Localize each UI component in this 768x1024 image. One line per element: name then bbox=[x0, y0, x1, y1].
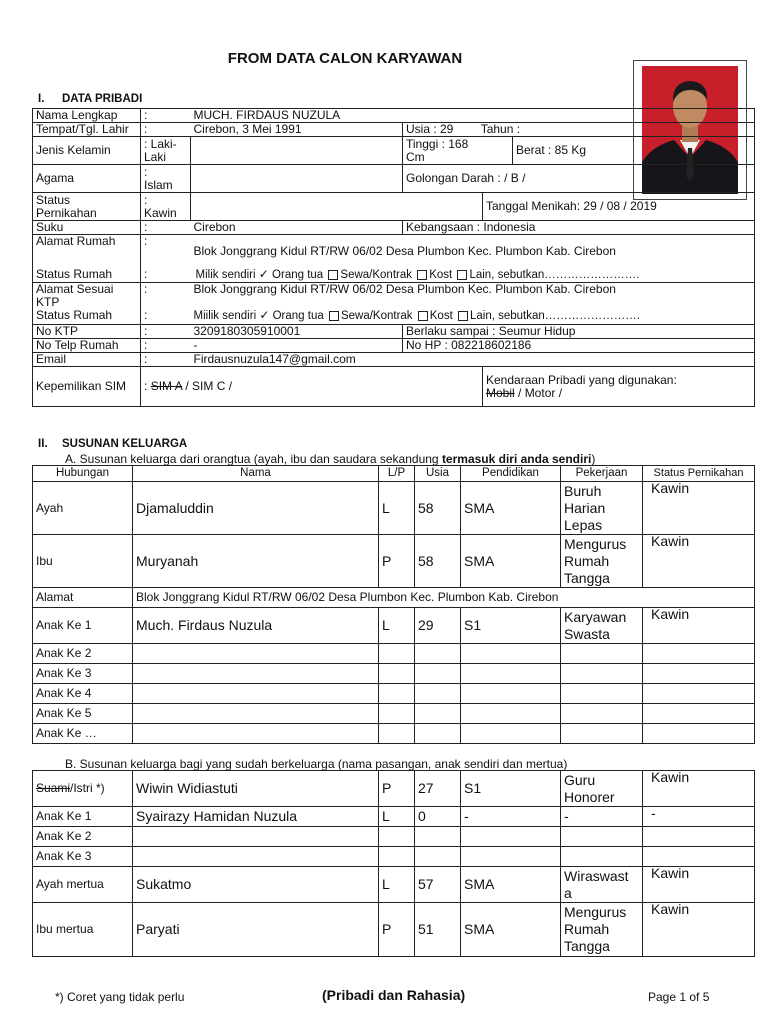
row-nama: Syairazy Hamidan Nuzula bbox=[133, 807, 379, 827]
agama-empty bbox=[191, 165, 403, 193]
telp-value: - bbox=[191, 339, 403, 353]
tinggi bbox=[403, 137, 513, 165]
agama-value bbox=[141, 165, 191, 193]
checkbox-icon bbox=[329, 311, 339, 321]
row-lp: L bbox=[379, 608, 415, 644]
status-label-line1: Status bbox=[36, 192, 71, 207]
row-pend: SMA bbox=[461, 535, 561, 588]
kerja-line: Buruh bbox=[564, 482, 602, 499]
agama-value-text: Islam bbox=[144, 177, 173, 192]
row-rel: Alamat bbox=[33, 588, 133, 608]
status-rumah-label: Status Rumah bbox=[36, 267, 113, 281]
status-nikah-value bbox=[141, 193, 191, 221]
kerja-line: Wiraswast bbox=[564, 867, 629, 884]
alamat-label: Alamat Rumah bbox=[36, 234, 116, 248]
row-status: Kawin bbox=[643, 903, 755, 957]
nama-value: MUCH. FIRDAUS NUZULA bbox=[191, 109, 755, 123]
colon: : bbox=[141, 123, 191, 137]
sim-c: / SIM C / bbox=[182, 379, 233, 393]
personal-data-table bbox=[32, 108, 755, 407]
header-hubungan: Hubungan bbox=[33, 466, 133, 482]
section-2a-caption bbox=[65, 452, 595, 466]
checkbox-icon bbox=[418, 311, 428, 321]
section-2-heading: SUSUNAN KELUARGA bbox=[62, 438, 188, 450]
row-nama: Muryanah bbox=[133, 535, 379, 588]
header-usia: Usia bbox=[415, 466, 461, 482]
row-rel: Ibu mertua bbox=[33, 903, 133, 957]
colon: : bbox=[141, 353, 191, 367]
row-rel: Ibu bbox=[33, 535, 133, 588]
row-status: Kawin bbox=[643, 771, 755, 807]
table-row bbox=[33, 684, 755, 704]
opt-kost-2: Kost bbox=[429, 310, 453, 322]
email-value: Firdausnuzula147@gmail.com bbox=[191, 353, 755, 367]
colon: : bbox=[141, 339, 191, 353]
sim-a: SIM A bbox=[150, 379, 183, 393]
header-nama: Nama bbox=[133, 466, 379, 482]
hp: No HP : 082218602186 bbox=[403, 339, 755, 353]
kerja-line: Tangga bbox=[564, 569, 610, 586]
row-lp: L bbox=[379, 482, 415, 535]
alamat-status-labels bbox=[33, 235, 141, 283]
row-pend: SMA bbox=[461, 867, 561, 903]
table-row bbox=[33, 847, 755, 867]
row-nama: Sukatmo bbox=[133, 867, 379, 903]
header-pekerjaan: Pekerjaan bbox=[561, 466, 643, 482]
footer-page-number: Page 1 of 5 bbox=[648, 990, 710, 1004]
opt-lain-2: Lain, sebutkan……………………. bbox=[469, 310, 640, 322]
row-lp: P bbox=[379, 535, 415, 588]
row-status: - bbox=[643, 807, 755, 827]
row-usia: 27 bbox=[415, 771, 461, 807]
row-kerja bbox=[561, 867, 643, 903]
colon: : bbox=[144, 192, 148, 207]
opt-milik: Milik sendiri bbox=[195, 269, 256, 281]
colon: : bbox=[141, 325, 191, 339]
alamat-colons bbox=[141, 235, 191, 283]
usia-value: Usia : 29 bbox=[406, 122, 454, 136]
caption-a-end: ) bbox=[591, 452, 596, 466]
page-title: FROM DATA CALON KARYAWAN bbox=[227, 50, 463, 67]
row-rel: Anak Ke 2 bbox=[33, 827, 133, 847]
kerja-line: Rumah bbox=[564, 552, 610, 569]
colon: : bbox=[144, 164, 148, 179]
row-lp: L bbox=[379, 807, 415, 827]
row-status: Kawin bbox=[643, 867, 755, 903]
alamat-orangtua: Blok Jonggrang Kidul RT/RW 06/02 Desa Plumbon Kec. Plumbon Kab. Cirebon bbox=[133, 588, 755, 608]
istri-text: /Istri *) bbox=[70, 781, 105, 795]
row-pend: S1 bbox=[461, 771, 561, 807]
colon: : bbox=[144, 308, 148, 322]
suami-text: Suami bbox=[36, 781, 71, 795]
table-row bbox=[33, 724, 755, 744]
ktp-label: No KTP bbox=[33, 325, 141, 339]
colon: : bbox=[144, 234, 148, 248]
status-label-line2: Pernikahan bbox=[36, 205, 97, 220]
tinggi-line2: Cm bbox=[406, 149, 425, 164]
telp-label: No Telp Rumah bbox=[33, 339, 141, 353]
table-row bbox=[33, 664, 755, 684]
checkbox-icon bbox=[417, 270, 427, 280]
table-row bbox=[33, 535, 755, 588]
alamat-status-values bbox=[191, 235, 755, 283]
header-lp: L/P bbox=[379, 466, 415, 482]
check-icon: ✓ bbox=[258, 267, 269, 281]
colon: : bbox=[141, 109, 191, 123]
kendaraan-motor: / Motor / bbox=[514, 385, 563, 400]
sim-value bbox=[141, 367, 483, 407]
caption-a-bold: termasuk diri anda sendiri bbox=[441, 452, 592, 466]
status-rumah-label-2: Status Rumah bbox=[36, 308, 113, 322]
table-row bbox=[33, 588, 755, 608]
table-row bbox=[33, 482, 755, 535]
opt-sewa: Sewa/Kontrak bbox=[340, 269, 413, 281]
row-kerja bbox=[561, 771, 643, 807]
kerja-line: Lepas bbox=[564, 516, 603, 533]
row-usia: 0 bbox=[415, 807, 461, 827]
kerja-line: Rumah bbox=[564, 921, 610, 937]
header-pendidikan: Pendidikan bbox=[461, 466, 561, 482]
opt-sewa-2: Sewa/Kontrak bbox=[340, 310, 413, 322]
berlaku: Berlaku sampai : Seumur Hidup bbox=[403, 325, 755, 339]
section-2-number: II. bbox=[38, 438, 48, 450]
usia-tahun bbox=[403, 123, 755, 137]
footer-confidential: (Pribadi dan Rahasia) bbox=[322, 987, 466, 1003]
suku-label: Suku bbox=[33, 221, 141, 235]
kerja-line: Swasta bbox=[564, 625, 610, 642]
table-row bbox=[33, 644, 755, 664]
alamat-ktp-value: Blok Jonggrang Kidul RT/RW 06/02 Desa Plumbon Kec. Plumbon Kab. Cirebon bbox=[193, 282, 616, 296]
opt-kost: Kost bbox=[429, 269, 453, 281]
status-rumah-options bbox=[194, 268, 752, 282]
row-rel: Ayah bbox=[33, 482, 133, 535]
table-row bbox=[33, 807, 755, 827]
status-nikah-label bbox=[33, 193, 141, 221]
kendaraan-mobil: Mobil bbox=[486, 385, 515, 400]
opt-milik-2: Miilik sendiri bbox=[193, 310, 257, 322]
row-pend: SMA bbox=[461, 482, 561, 535]
colon: : bbox=[144, 267, 148, 281]
row-nama: Djamaluddin bbox=[133, 482, 379, 535]
sim-label: Kepemilikan SIM bbox=[33, 367, 141, 407]
row-nama: Wiwin Widiastuti bbox=[133, 771, 379, 807]
agama-label: Agama bbox=[33, 165, 141, 193]
row-kerja bbox=[561, 535, 643, 588]
row-lp: P bbox=[379, 903, 415, 957]
checkbox-icon bbox=[457, 270, 467, 280]
row-usia: 57 bbox=[415, 867, 461, 903]
row-usia: 51 bbox=[415, 903, 461, 957]
ktp-address-values bbox=[191, 283, 755, 325]
checkbox-icon bbox=[458, 311, 468, 321]
table-row bbox=[33, 903, 755, 957]
table-row bbox=[33, 704, 755, 724]
row-usia: 58 bbox=[415, 535, 461, 588]
row-pend: - bbox=[461, 807, 561, 827]
status-empty bbox=[191, 193, 483, 221]
row-rel: Ayah mertua bbox=[33, 867, 133, 903]
email-label: Email bbox=[33, 353, 141, 367]
row-kerja bbox=[561, 608, 643, 644]
row-pend: SMA bbox=[461, 903, 561, 957]
status-value-text: Kawin bbox=[144, 205, 177, 220]
kebangsaan: Kebangsaan : Indonesia bbox=[403, 221, 755, 235]
row-rel: Anak Ke 5 bbox=[33, 704, 133, 724]
section-2b-caption: B. Susunan keluarga bagi yang sudah berkeluarga (nama pasangan, anak sendiri dan mertua) bbox=[65, 757, 568, 771]
row-rel bbox=[33, 771, 133, 807]
section-1-number: I. bbox=[38, 93, 45, 105]
table-row bbox=[33, 771, 755, 807]
jk-value-line2: Laki bbox=[144, 149, 167, 164]
family-table-a bbox=[32, 465, 755, 744]
row-kerja: - bbox=[561, 807, 643, 827]
ttl-value: Cirebon, 3 Mei 1991 bbox=[191, 123, 403, 137]
row-usia: 29 bbox=[415, 608, 461, 644]
suku-value: Cirebon bbox=[191, 221, 403, 235]
row-lp: P bbox=[379, 771, 415, 807]
ktp-colons bbox=[141, 283, 191, 325]
kerja-line: Mengurus bbox=[564, 535, 627, 552]
kerja-line: Tangga bbox=[564, 938, 610, 954]
alamat-ktp-label-1: Alamat Sesuai bbox=[36, 282, 114, 296]
jk-empty bbox=[191, 137, 403, 165]
row-rel: Anak Ke 3 bbox=[33, 847, 133, 867]
jk-value-line1: : Laki- bbox=[144, 136, 177, 151]
opt-orangtua: Orang tua bbox=[272, 269, 324, 281]
colon: : bbox=[144, 282, 148, 296]
row-lp: L bbox=[379, 867, 415, 903]
row-status: Kawin bbox=[643, 482, 755, 535]
table-row bbox=[33, 608, 755, 644]
alamat-ktp-label-2: KTP bbox=[36, 295, 60, 309]
status-rumah-options-2 bbox=[194, 309, 752, 323]
row-rel: Anak Ke 3 bbox=[33, 664, 133, 684]
row-pend: S1 bbox=[461, 608, 561, 644]
row-status: Kawin bbox=[643, 535, 755, 588]
section-1-heading: DATA PRIBADI bbox=[62, 93, 143, 105]
row-nama: Much. Firdaus Nuzula bbox=[133, 608, 379, 644]
kerja-line: Harian bbox=[564, 499, 606, 516]
jk-value bbox=[141, 137, 191, 165]
kerja-line: a bbox=[564, 884, 572, 901]
row-kerja bbox=[561, 482, 643, 535]
tinggi-line1: Tinggi : 168 bbox=[406, 136, 469, 151]
caption-a-text: A. Susunan keluarga dari orangtua (ayah, ibu dan saudara sekandung bbox=[65, 452, 442, 466]
row-status: Kawin bbox=[643, 608, 755, 644]
opt-lain: Lain, sebutkan……………………. bbox=[469, 269, 640, 281]
opt-orangtua-2: Orang tua bbox=[272, 310, 324, 322]
family-table-b bbox=[32, 770, 755, 957]
nama-label: Nama Lengkap bbox=[33, 109, 141, 123]
ktp-address-labels bbox=[33, 283, 141, 325]
row-rel: Anak Ke 1 bbox=[33, 608, 133, 644]
row-rel: Anak Ke 1 bbox=[33, 807, 133, 827]
tgl-menikah: Tanggal Menikah: 29 / 08 / 2019 bbox=[483, 193, 755, 221]
row-rel: Anak Ke … bbox=[33, 724, 133, 744]
kerja-line: Guru bbox=[564, 771, 596, 788]
ktp-value: 3209180305910001 bbox=[191, 325, 403, 339]
jk-label: Jenis Kelamin bbox=[33, 137, 141, 165]
kerja-line: Honorer bbox=[564, 788, 615, 805]
row-kerja bbox=[561, 903, 643, 957]
checkbox-icon bbox=[328, 270, 338, 280]
ttl-label: Tempat/Tgl. Lahir bbox=[33, 123, 141, 137]
row-rel: Anak Ke 4 bbox=[33, 684, 133, 704]
row-usia: 58 bbox=[415, 482, 461, 535]
kerja-line: Mengurus bbox=[564, 904, 627, 920]
alamat-value: Blok Jonggrang Kidul RT/RW 06/02 Desa Plumbon Kec. Plumbon Kab. Cirebon bbox=[193, 244, 616, 258]
table-row bbox=[33, 827, 755, 847]
kendaraan bbox=[483, 367, 755, 407]
kerja-line: Karyawan bbox=[564, 608, 627, 625]
table-row bbox=[33, 867, 755, 903]
row-rel: Anak Ke 2 bbox=[33, 644, 133, 664]
goldar: Golongan Darah : / B / bbox=[403, 165, 755, 193]
colon: : bbox=[144, 379, 148, 393]
colon: : bbox=[141, 221, 191, 235]
tahun-label: Tahun : bbox=[480, 122, 521, 136]
row-nama: Paryati bbox=[133, 903, 379, 957]
kendaraan-label: Kendaraan Pribadi yang digunakan: bbox=[486, 372, 677, 387]
header-status: Status Pernikahan bbox=[643, 466, 755, 482]
check-icon: ✓ bbox=[259, 308, 270, 322]
berat: Berat : 85 Kg bbox=[513, 137, 755, 165]
footer-note: *) Coret yang tidak perlu bbox=[55, 990, 185, 1004]
